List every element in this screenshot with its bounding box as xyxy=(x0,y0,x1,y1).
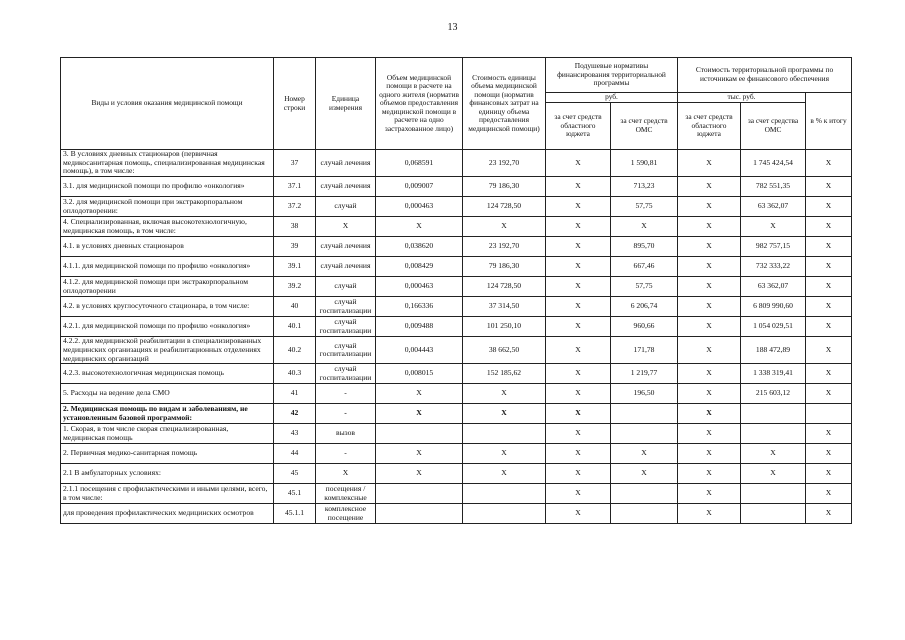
row-number: 41 xyxy=(274,384,316,404)
row-volume xyxy=(376,424,463,444)
row-budget-percap: X xyxy=(546,384,611,404)
row-number: 38 xyxy=(274,217,316,237)
row-budget-percap: X xyxy=(546,177,611,197)
table-row xyxy=(61,277,852,297)
row-name: 1. Скорая, в том числе скорая специализированная, медицинская помощь xyxy=(61,424,274,444)
row-unit-cost: X xyxy=(463,384,546,404)
header-name: Виды и условия оказания медицинской помощи xyxy=(61,58,274,150)
row-number: 40.2 xyxy=(274,337,316,364)
row-budget-total: X xyxy=(678,257,741,277)
row-percent: X xyxy=(806,504,852,524)
row-percent: X xyxy=(806,150,852,177)
header-program-cost-unit: тыс. руб. xyxy=(678,93,806,103)
row-budget-total: X xyxy=(678,217,741,237)
row-oms-total: X xyxy=(741,217,806,237)
row-unit-cost: 101 250,10 xyxy=(463,317,546,337)
row-budget-total: X xyxy=(678,484,741,504)
row-budget-total: X xyxy=(678,364,741,384)
row-oms-total: 782 551,35 xyxy=(741,177,806,197)
row-volume: 0,009007 xyxy=(376,177,463,197)
row-budget-percap: X xyxy=(546,337,611,364)
row-unit: случай лечения xyxy=(316,177,376,197)
row-budget-percap: X xyxy=(546,217,611,237)
row-budget-total: X xyxy=(678,384,741,404)
row-volume: X xyxy=(376,404,463,424)
header-per-capita-group: Подушевые нормативы финансирования территориальной программы xyxy=(546,58,678,93)
row-budget-percap: X xyxy=(546,297,611,317)
row-oms-percap: 895,70 xyxy=(611,237,678,257)
row-unit: случай госпитализации xyxy=(316,297,376,317)
row-budget-total: X xyxy=(678,150,741,177)
row-budget-total: X xyxy=(678,424,741,444)
table-row xyxy=(61,257,852,277)
row-budget-total: X xyxy=(678,404,741,424)
row-budget-total: X xyxy=(678,504,741,524)
table-row xyxy=(61,337,852,364)
row-unit-cost: X xyxy=(463,464,546,484)
row-oms-percap xyxy=(611,484,678,504)
row-volume: X xyxy=(376,384,463,404)
row-unit: случай xyxy=(316,277,376,297)
row-budget-percap: X xyxy=(546,257,611,277)
row-oms-percap xyxy=(611,504,678,524)
row-volume: 0,038620 xyxy=(376,237,463,257)
row-oms-total: 6 809 990,60 xyxy=(741,297,806,317)
row-budget-percap: X xyxy=(546,444,611,464)
header-unit-cost: Стоимость единицы объема медицинской помощи (норматив финансовых затрат на единицу объема предоставления медицинской помощи) xyxy=(463,58,546,150)
row-oms-total xyxy=(741,484,806,504)
row-unit-cost: 23 192,70 xyxy=(463,150,546,177)
row-unit: случай лечения xyxy=(316,257,376,277)
row-oms-total: 732 333,22 xyxy=(741,257,806,277)
row-oms-percap: 960,66 xyxy=(611,317,678,337)
row-oms-percap: 196,50 xyxy=(611,384,678,404)
row-oms-total: 188 472,89 xyxy=(741,337,806,364)
row-oms-percap: 667,46 xyxy=(611,257,678,277)
row-unit: посещения / комплексные xyxy=(316,484,376,504)
row-oms-percap: 57,75 xyxy=(611,277,678,297)
row-oms-total: 1 338 319,41 xyxy=(741,364,806,384)
row-unit: случай госпитализации xyxy=(316,364,376,384)
row-volume xyxy=(376,484,463,504)
table-row xyxy=(61,364,852,384)
row-oms-percap: 713,23 xyxy=(611,177,678,197)
row-unit-cost: 38 662,50 xyxy=(463,337,546,364)
header-oms-2: за счет средства ОМС xyxy=(741,103,806,150)
row-budget-percap: X xyxy=(546,404,611,424)
row-budget-percap: X xyxy=(546,484,611,504)
row-percent: X xyxy=(806,177,852,197)
row-budget-percap: X xyxy=(546,317,611,337)
row-oms-percap: X xyxy=(611,464,678,484)
row-percent: X xyxy=(806,317,852,337)
row-name: 2.1.1 посещения с профилактическими и иными целями, всего, в том числе: xyxy=(61,484,274,504)
table-row xyxy=(61,177,852,197)
row-unit-cost: 79 186,30 xyxy=(463,177,546,197)
row-budget-percap: X xyxy=(546,464,611,484)
row-budget-percap: X xyxy=(546,150,611,177)
row-percent: X xyxy=(806,297,852,317)
row-oms-total xyxy=(741,504,806,524)
row-volume: 0,166336 xyxy=(376,297,463,317)
row-oms-total: 982 757,15 xyxy=(741,237,806,257)
row-oms-total: 1 745 424,54 xyxy=(741,150,806,177)
row-number: 40 xyxy=(274,297,316,317)
row-name: 2. Первичная медико-санитарная помощь xyxy=(61,444,274,464)
row-oms-total xyxy=(741,404,806,424)
row-oms-total xyxy=(741,424,806,444)
row-percent: X xyxy=(806,237,852,257)
row-oms-total: 63 362,07 xyxy=(741,197,806,217)
row-budget-total: X xyxy=(678,464,741,484)
row-name: 4.2. в условиях круглосуточного стационара, в том числе: xyxy=(61,297,274,317)
row-budget-percap: X xyxy=(546,364,611,384)
row-unit-cost: X xyxy=(463,217,546,237)
table-row xyxy=(61,404,852,424)
row-volume: 0,004443 xyxy=(376,337,463,364)
table-row xyxy=(61,237,852,257)
table-row xyxy=(61,317,852,337)
row-number: 39.1 xyxy=(274,257,316,277)
header-oms-1: за счет средств ОМС xyxy=(611,103,678,150)
row-name: 4.1.2. для медицинской помощи при экстракорпоральном оплодотворении xyxy=(61,277,274,297)
row-number: 40.1 xyxy=(274,317,316,337)
row-percent: X xyxy=(806,277,852,297)
row-unit: - xyxy=(316,444,376,464)
row-oms-total: X xyxy=(741,444,806,464)
row-unit: - xyxy=(316,384,376,404)
row-budget-total: X xyxy=(678,317,741,337)
row-percent: X xyxy=(806,484,852,504)
header-budget-2: за счет средств областного юджета xyxy=(678,103,741,150)
row-budget-total: X xyxy=(678,237,741,257)
row-budget-total: X xyxy=(678,444,741,464)
header-row-number: Номер строки xyxy=(274,58,316,150)
row-unit: случай xyxy=(316,197,376,217)
row-budget-percap: X xyxy=(546,237,611,257)
row-budget-total: X xyxy=(678,277,741,297)
row-oms-percap: X xyxy=(611,444,678,464)
row-name: 3.1. для медицинской помощи по профилю «онкология» xyxy=(61,177,274,197)
table-row xyxy=(61,197,852,217)
row-oms-percap: 1 219,77 xyxy=(611,364,678,384)
header-percent-total: в % к итогу xyxy=(806,93,852,150)
table-row xyxy=(61,150,852,177)
row-oms-total: X xyxy=(741,464,806,484)
row-unit-cost: X xyxy=(463,444,546,464)
row-percent: X xyxy=(806,197,852,217)
row-name: 4.1. в условиях дневных стационаров xyxy=(61,237,274,257)
row-name: 3.2. для медицинской помощи при экстракорпоральном оплодотворении: xyxy=(61,197,274,217)
row-number: 45.1.1 xyxy=(274,504,316,524)
table-row xyxy=(61,464,852,484)
row-volume: 0,000463 xyxy=(376,197,463,217)
page-number: 13 xyxy=(447,22,458,33)
row-oms-percap: X xyxy=(611,217,678,237)
row-unit-cost xyxy=(463,484,546,504)
row-budget-percap: X xyxy=(546,277,611,297)
row-unit-cost: 152 185,62 xyxy=(463,364,546,384)
row-name: 2. Медицинская помощь по видам и заболеваниям, не установленным базовой программой: xyxy=(61,404,274,424)
header-per-capita-unit: руб. xyxy=(546,93,678,103)
row-unit-cost: 79 186,30 xyxy=(463,257,546,277)
header-unit: Единица измерения xyxy=(316,58,376,150)
row-volume: 0,008429 xyxy=(376,257,463,277)
row-unit: комплексное посещение xyxy=(316,504,376,524)
row-budget-total: X xyxy=(678,337,741,364)
row-percent xyxy=(806,404,852,424)
row-name: 3. В условиях дневных стационаров (первичная медикосанитарная помощь, специализированная медицинская помощь), в том числе: xyxy=(61,150,274,177)
row-name: 5. Расходы на ведение дела СМО xyxy=(61,384,274,404)
row-budget-percap: X xyxy=(546,424,611,444)
header-program-cost-group: Стоимость территориальной программы по источникам ее финансового обеспечения xyxy=(678,58,852,93)
row-volume: X xyxy=(376,444,463,464)
row-oms-percap xyxy=(611,404,678,424)
row-budget-total: X xyxy=(678,297,741,317)
row-percent: X xyxy=(806,384,852,404)
row-unit-cost: 37 314,50 xyxy=(463,297,546,317)
row-oms-percap: 57,75 xyxy=(611,197,678,217)
row-volume xyxy=(376,504,463,524)
row-volume: X xyxy=(376,464,463,484)
row-oms-percap: 1 590,81 xyxy=(611,150,678,177)
row-name: 4.2.2. для медицинской реабилитации в специализированных медицинских организациях и реабилитационных отделениях медицинских организаций xyxy=(61,337,274,364)
row-volume: 0,000463 xyxy=(376,277,463,297)
header-volume: Объем медицинской помощи в расчете на одного жителя (норматив объемов предоставления медицинской помощи в расчете на одно застрахованное лицо) xyxy=(376,58,463,150)
row-percent: X xyxy=(806,424,852,444)
row-unit: - xyxy=(316,404,376,424)
row-unit: случай госпитализации xyxy=(316,317,376,337)
table-row xyxy=(61,424,852,444)
row-unit-cost xyxy=(463,504,546,524)
row-unit-cost: 124 728,50 xyxy=(463,277,546,297)
row-number: 43 xyxy=(274,424,316,444)
row-number: 45.1 xyxy=(274,484,316,504)
row-number: 37.1 xyxy=(274,177,316,197)
row-oms-percap: 171,78 xyxy=(611,337,678,364)
row-number: 45 xyxy=(274,464,316,484)
row-number: 42 xyxy=(274,404,316,424)
row-unit-cost xyxy=(463,424,546,444)
row-number: 37.2 xyxy=(274,197,316,217)
table-row xyxy=(61,444,852,464)
row-volume: 0,009488 xyxy=(376,317,463,337)
table-row xyxy=(61,504,852,524)
row-unit: X xyxy=(316,217,376,237)
row-number: 44 xyxy=(274,444,316,464)
row-name: 4.1.1. для медицинской помощи по профилю «онкология» xyxy=(61,257,274,277)
row-volume: 0,068591 xyxy=(376,150,463,177)
row-percent: X xyxy=(806,364,852,384)
row-volume: 0,008015 xyxy=(376,364,463,384)
row-name: 4.2.1. для медицинской помощи по профилю «онкология» xyxy=(61,317,274,337)
row-name: 4.2.3. высокотехнологичная медицинская помощь xyxy=(61,364,274,384)
row-percent: X xyxy=(806,257,852,277)
row-name: 4. Специализированная, включая высокотехнологичную, медицинская помощь, в том числе: xyxy=(61,217,274,237)
table-row xyxy=(61,384,852,404)
row-percent: X xyxy=(806,217,852,237)
header-budget-1: за счет средств областного юджета xyxy=(546,103,611,150)
row-budget-total: X xyxy=(678,177,741,197)
row-unit-cost: 124 728,50 xyxy=(463,197,546,217)
row-budget-percap: X xyxy=(546,197,611,217)
row-number: 37 xyxy=(274,150,316,177)
row-volume: X xyxy=(376,217,463,237)
row-percent: X xyxy=(806,444,852,464)
table-row xyxy=(61,217,852,237)
row-oms-percap: 6 206,74 xyxy=(611,297,678,317)
row-unit: случай лечения xyxy=(316,237,376,257)
row-unit: случай лечения xyxy=(316,150,376,177)
row-number: 39.2 xyxy=(274,277,316,297)
row-name: 2.1 В амбулаторных условиях: xyxy=(61,464,274,484)
table-body xyxy=(61,150,852,524)
row-oms-percap xyxy=(611,424,678,444)
row-unit-cost: 23 192,70 xyxy=(463,237,546,257)
row-oms-total: 63 362,07 xyxy=(741,277,806,297)
row-unit: случай госпитализации xyxy=(316,337,376,364)
row-budget-percap: X xyxy=(546,504,611,524)
row-budget-total: X xyxy=(678,197,741,217)
row-unit: X xyxy=(316,464,376,484)
table-row xyxy=(61,484,852,504)
budget-table xyxy=(60,57,852,524)
row-oms-total: 215 603,12 xyxy=(741,384,806,404)
row-unit-cost: X xyxy=(463,404,546,424)
table-row xyxy=(61,297,852,317)
row-name: для проведения профилактических медицинских осмотров xyxy=(61,504,274,524)
row-number: 39 xyxy=(274,237,316,257)
row-percent: X xyxy=(806,337,852,364)
row-number: 40.3 xyxy=(274,364,316,384)
row-percent: X xyxy=(806,464,852,484)
row-oms-total: 1 054 029,51 xyxy=(741,317,806,337)
row-unit: вызов xyxy=(316,424,376,444)
